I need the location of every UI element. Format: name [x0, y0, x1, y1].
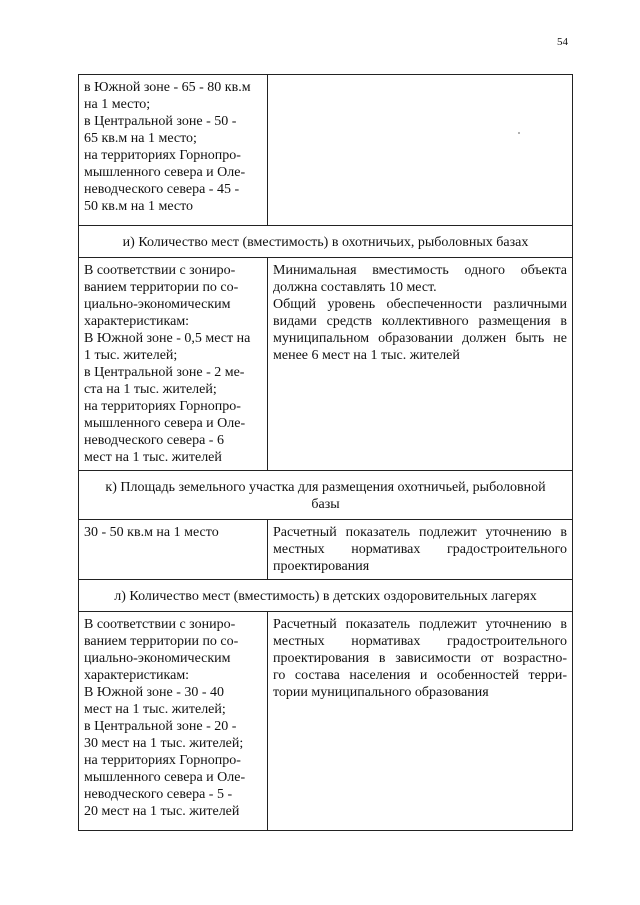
section-heading-l — [79, 580, 573, 612]
cell-line: характеристикам: — [84, 668, 190, 683]
land-area-notes-cell — [268, 520, 573, 580]
cell-line: в Южной зоне - 65 - 80 кв.м — [84, 80, 251, 95]
heading-line: и) Количество мест (вместимость) в охотничьих, рыболовных базах — [122, 235, 529, 250]
cell-line: 65 кв.м на 1 место; — [84, 131, 197, 146]
cell-line: 30 - 50 кв.м на 1 место — [84, 525, 219, 540]
table-row — [79, 75, 573, 226]
heading-line: к) Площадь земельного участка для размещения охотничьей, рыболовной — [105, 480, 546, 495]
cell-line: неводческого севера - 45 - — [84, 182, 240, 197]
cell-line: В соответствии с зониро- — [84, 617, 236, 632]
cell-line: Расчетный показатель подлежит уточнению в — [273, 617, 567, 632]
cell-line: мышленного севера и Оле- — [84, 165, 246, 180]
norms-table — [78, 74, 573, 831]
cell-line: мышленного севера и Оле- — [84, 416, 246, 431]
cell-line: Общий уровень обеспеченности различными — [273, 297, 567, 312]
cell-line: В соответствии с зониро- — [84, 263, 236, 278]
cell-line: характеристикам: — [84, 314, 190, 329]
cell-line: местных нормативах градостроительного — [273, 634, 567, 649]
section-heading-i — [79, 226, 573, 258]
cell-line: 20 мест на 1 тыс. жителей — [84, 804, 240, 819]
paragraph — [273, 296, 567, 364]
cell-line: на территориях Горнопро- — [84, 399, 241, 414]
cell-line: В Южной зоне - 30 - 40 — [84, 685, 225, 700]
table-row — [79, 520, 573, 580]
cell-line: в Центральной зоне - 2 ме- — [84, 365, 245, 380]
cell-line: муниципальном образовании должен быть не — [273, 331, 567, 346]
cell-line: неводческого севера - 6 — [84, 433, 224, 448]
cell-line: Расчетный показатель подлежит уточнению в — [273, 525, 567, 540]
cell-line: неводческого севера - 5 - — [84, 787, 233, 802]
page-number: 54 — [557, 36, 568, 48]
cell-line: 30 мест на 1 тыс. жителей; — [84, 736, 244, 751]
cell-line: в Центральной зоне - 20 - — [84, 719, 237, 734]
cell-line: 50 кв.м на 1 место — [84, 199, 194, 214]
cell-line: проектирования в зависимости от возрастно- — [273, 651, 567, 666]
heading-line: л) Количество мест (вместимость) в детских оздоровительных лагерях — [114, 589, 537, 604]
cell-line: мест на 1 тыс. жителей — [84, 450, 222, 465]
cell-line: в Центральной зоне - 50 - — [84, 114, 237, 129]
cell-line: видами средств коллективного размещения в — [273, 314, 567, 329]
cell-line: проектирования — [273, 559, 370, 574]
cell-line: Минимальная вместимость одного объекта — [273, 263, 567, 278]
camp-capacity-cell — [79, 612, 268, 831]
cell-line: на территориях Горнопро- — [84, 753, 241, 768]
cell-line: тории муниципального образования — [273, 685, 489, 700]
table-row — [79, 226, 573, 258]
camp-notes-cell — [268, 612, 573, 831]
cell-line: на 1 место; — [84, 97, 151, 112]
cell-line: ста на 1 тыс. жителей; — [84, 382, 217, 397]
table-row — [79, 258, 573, 471]
cell-line: на территориях Горнопро- — [84, 148, 241, 163]
cell-line: В Южной зоне - 0,5 мест на — [84, 331, 251, 346]
section-heading-k — [79, 471, 573, 520]
cell-line: циально-экономическим — [84, 651, 231, 666]
table-row — [79, 580, 573, 612]
zoning-capacity-cell — [79, 258, 268, 471]
cell-line: мест на 1 тыс. жителей; — [84, 702, 226, 717]
cell-line: ванием территории по со- — [84, 634, 239, 649]
land-area-cell — [79, 520, 268, 580]
cell-line: го состава населения и особенностей терри- — [273, 668, 567, 683]
paragraph — [273, 524, 567, 575]
capacity-notes-cell — [268, 258, 573, 471]
empty-cell — [268, 75, 573, 226]
cell-line: мышленного севера и Оле- — [84, 770, 246, 785]
paragraph — [273, 262, 567, 296]
cell-line: местных нормативах градостроительного — [273, 542, 567, 557]
cell-line: должна составлять 10 мест. — [273, 280, 437, 295]
cell-line: ванием территории по со- — [84, 280, 239, 295]
paragraph — [273, 616, 567, 701]
table-row — [79, 612, 573, 831]
cell-line: 1 тыс. жителей; — [84, 348, 178, 363]
cell-line: циально-экономическим — [84, 297, 231, 312]
cell-line: менее 6 мест на 1 тыс. жителей — [273, 348, 460, 363]
heading-line: базы — [311, 497, 340, 512]
table-row — [79, 471, 573, 520]
area-per-place-cell — [79, 75, 268, 226]
